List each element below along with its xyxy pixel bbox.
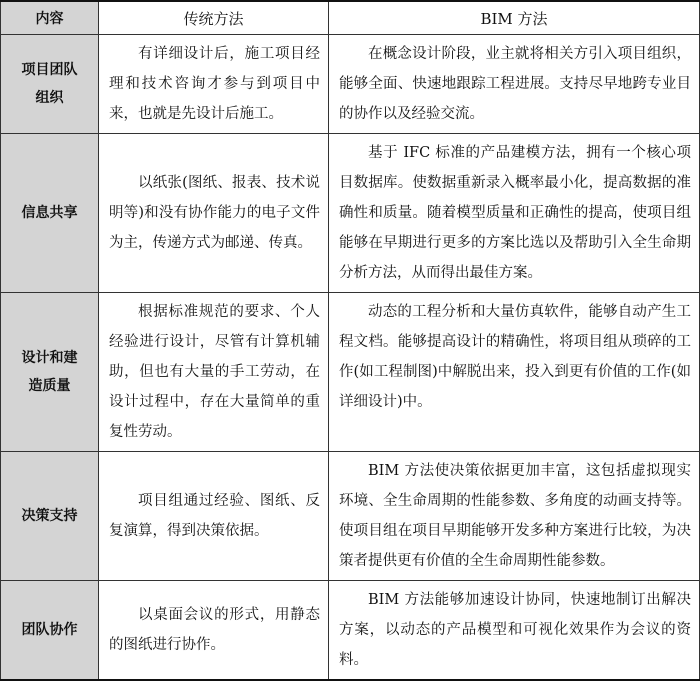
traditional-cell: 有详细设计后，施工项目经理和技术咨询才参与到项目中来，也就是先设计后施工。: [109, 46, 320, 122]
row-category: 团队协作: [1, 581, 99, 681]
table-row: [1, 35, 700, 134]
traditional-cell: 项目组通过经验、图纸、反复演算，得到决策依据。: [109, 493, 320, 539]
header-row: [1, 1, 700, 35]
table-row: [1, 293, 700, 452]
traditional-cell: 以桌面会议的形式，用静态的图纸进行协作。: [109, 607, 320, 653]
table-row: [1, 134, 700, 293]
row-category: 项目团队组织: [1, 35, 99, 134]
bim-cell: 动态的工程分析和大量仿真软件，能够自动产生工程文档。能够提高设计的精确性，将项目组从琐碎的工作(如工程制图)中解脱出来，投入到更有价值的工作(如详细设计)中。: [339, 304, 691, 410]
row-category: 决策支持: [1, 452, 99, 581]
traditional-cell: 根据标准规范的要求、个人经验进行设计，尽管有计算机辅助，但也有大量的手工劳动，在设计过程中，存在大量简单的重复性劳动。: [109, 304, 320, 440]
bim-cell: 在概念设计阶段，业主就将相关方引入项目组织，能够全面、快速地跟踪工程进展。支持尽早地跨专业目的协作以及经验交流。: [339, 46, 691, 122]
bim-cell: BIM 方法能够加速设计协同，快速地制订出解决方案，以动态的产品模型和可视化效果作为会议的资料。: [339, 592, 691, 668]
header-traditional: 传统方法: [99, 1, 329, 35]
row-category: 信息共享: [1, 134, 99, 293]
table-row: [1, 452, 700, 581]
traditional-cell: 以纸张(图纸、报表、技术说明等)和没有协作能力的电子文件为主，传递方式为邮递、传真。: [109, 175, 320, 251]
row-category: 设计和建造质量: [1, 293, 99, 452]
header-bim: BIM 方法: [329, 1, 700, 35]
bim-cell: BIM 方法使决策依据更加丰富，这包括虚拟现实环境、全生命周期的性能参数、多角度的动画支持等。使项目组在项目早期能够开发多种方案进行比较，为决策者提供更有价值的全生命周期性能参数。: [339, 463, 691, 569]
bim-cell: 基于 IFC 标准的产品建模方法，拥有一个核心项目数据库。使数据重新录入概率最小化，提高数据的准确性和质量。随着模型质量和正确性的提高，使项目组能够在早期进行更多的方案比选以及帮助引入全生命期分析方法，从而得出最佳方案。: [339, 145, 691, 281]
table-row: [1, 581, 700, 681]
header-content: 内容: [1, 1, 99, 35]
